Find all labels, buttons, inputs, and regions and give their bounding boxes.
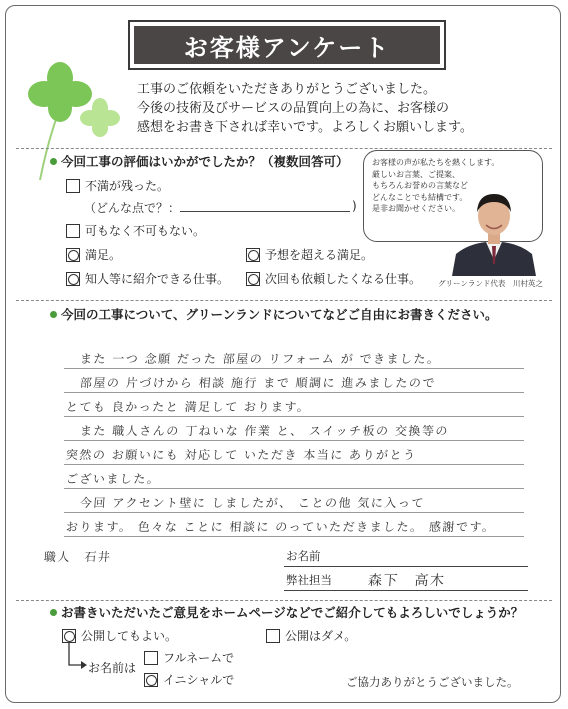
- option-label: 不満が残った。: [85, 179, 170, 193]
- option-label: 公開してもよい。: [81, 629, 178, 643]
- handwritten-line: 部屋の 片づけから 相談 施行 まで 順調に 進みましたので: [79, 376, 437, 390]
- checkbox-checked[interactable]: [66, 248, 80, 262]
- question-2: [50, 305, 498, 323]
- handwritten-line: おります。 色々な ことに 相談に のっていただきました。 感謝です。: [65, 520, 497, 534]
- divider: [16, 600, 552, 601]
- option-publish-no[interactable]: [266, 627, 356, 644]
- which-point-label: （どんな点で？：: [84, 201, 181, 215]
- question-1: [50, 152, 349, 170]
- thanks-text: ご協力ありがとうございました。: [346, 675, 519, 689]
- checkbox[interactable]: [66, 179, 80, 193]
- option-exceeded[interactable]: [246, 246, 373, 263]
- bubble-line: 厳しいお言葉、ご提案、: [372, 169, 460, 179]
- option-satisfied[interactable]: [66, 246, 121, 263]
- option-label: 満足。: [85, 248, 122, 262]
- bubble-line: もちろんお誉めの言葉など: [372, 181, 468, 190]
- bullet-icon: [50, 158, 57, 165]
- option-neutral[interactable]: [66, 222, 205, 239]
- intro-line: 今後の技術及びサービスの品質向上の為に、お客様の: [137, 101, 450, 116]
- divider: [16, 300, 552, 301]
- option-label: 予想を超える満足。: [265, 248, 374, 262]
- question-2-label: 今回の工事について、グリーンランドについてなどご自由にお書きください。: [61, 307, 498, 322]
- handwritten-line: ございました。: [65, 472, 161, 486]
- option-label: フルネームで: [163, 651, 235, 665]
- checkbox[interactable]: [266, 629, 280, 643]
- name-format-label: お名前は: [88, 661, 137, 675]
- checkbox-checked[interactable]: [144, 673, 158, 687]
- bullet-icon: [50, 609, 57, 616]
- option-label: 次回も依頼したくなる仕事。: [265, 272, 422, 286]
- name-label: お名前: [286, 549, 321, 563]
- checkbox-checked[interactable]: [246, 272, 260, 286]
- bracket-close: ): [352, 199, 357, 213]
- handwritten-line: 今回 アクセント壁に しましたが、 ことの他 気に入って: [79, 496, 426, 510]
- which-point-field[interactable]: [180, 211, 350, 212]
- handwritten-line: 突然の お願いにも 対応して いただき 本当に ありがとう: [65, 448, 418, 462]
- bubble-line: 是非お聞かせください。: [372, 204, 460, 213]
- intro-text: [137, 80, 537, 137]
- handwritten-line: また 職人さんの 丁ねいな 作業 と、 スイッチ板の 交換等の: [79, 424, 450, 438]
- checkbox-checked[interactable]: [62, 629, 76, 643]
- question-3: [50, 603, 523, 621]
- question-1-label: 今回工事の評価はいかがでしたか？（複数回答可）: [61, 154, 349, 169]
- title-box: [128, 20, 446, 70]
- option-label: イニシャルで: [163, 673, 235, 687]
- representative-photo: [448, 180, 540, 276]
- option-initial[interactable]: [144, 671, 234, 688]
- bubble-line: どんなことでも結構です。: [372, 192, 468, 202]
- bullet-icon: [50, 311, 57, 318]
- writing-line: [64, 512, 524, 513]
- staff-field[interactable]: [284, 590, 528, 591]
- bubble-line: お客様の声が私たちを熱くします。: [372, 158, 500, 167]
- option-publish-ok[interactable]: [62, 627, 177, 644]
- staff-label: 弊社担当: [286, 573, 332, 587]
- handwritten-line: また 一つ 念願 だった 部屋の リフォーム が できました。: [79, 352, 442, 366]
- option-label: 知人等に紹介できる仕事。: [85, 272, 230, 286]
- option-fullname[interactable]: [144, 649, 234, 666]
- option-dissatisfied[interactable]: [66, 177, 169, 194]
- writing-line: [64, 536, 524, 537]
- craftsman-name: 職人 石井: [43, 550, 112, 564]
- option-recommend[interactable]: [66, 270, 229, 287]
- name-field[interactable]: [284, 566, 528, 567]
- intro-line: 工事のご依頼をいただきありがとうございました。: [137, 82, 437, 97]
- writing-line: [64, 488, 524, 489]
- option-label: 公開はダメ。: [285, 629, 357, 643]
- option-again[interactable]: [246, 270, 421, 287]
- writing-line: [64, 464, 524, 465]
- writing-line: [64, 392, 524, 393]
- checkbox[interactable]: [66, 224, 80, 238]
- checkbox-checked[interactable]: [66, 272, 80, 286]
- divider: [16, 148, 552, 149]
- arrow-icon: [66, 643, 90, 673]
- staff-names: 森下 高木: [367, 573, 446, 589]
- writing-line: [64, 368, 524, 369]
- intro-line: 感想をお書き下されば幸いです。よろしくお願いします。: [137, 120, 473, 135]
- page-title: お客様アンケート: [134, 26, 440, 64]
- handwritten-line: とても 良かったと 満足して おります。: [65, 400, 311, 414]
- photo-caption: グリーンランド代表 川村英之: [438, 279, 543, 288]
- option-label: 可もなく不可もない。: [85, 224, 206, 238]
- checkbox[interactable]: [144, 651, 158, 665]
- checkbox-checked[interactable]: [246, 248, 260, 262]
- writing-line: [64, 440, 524, 441]
- question-3-label: お書きいただいたご意見をホームページなどでご紹介してもよろしいでしょうか？: [61, 605, 524, 620]
- writing-line: [64, 416, 524, 417]
